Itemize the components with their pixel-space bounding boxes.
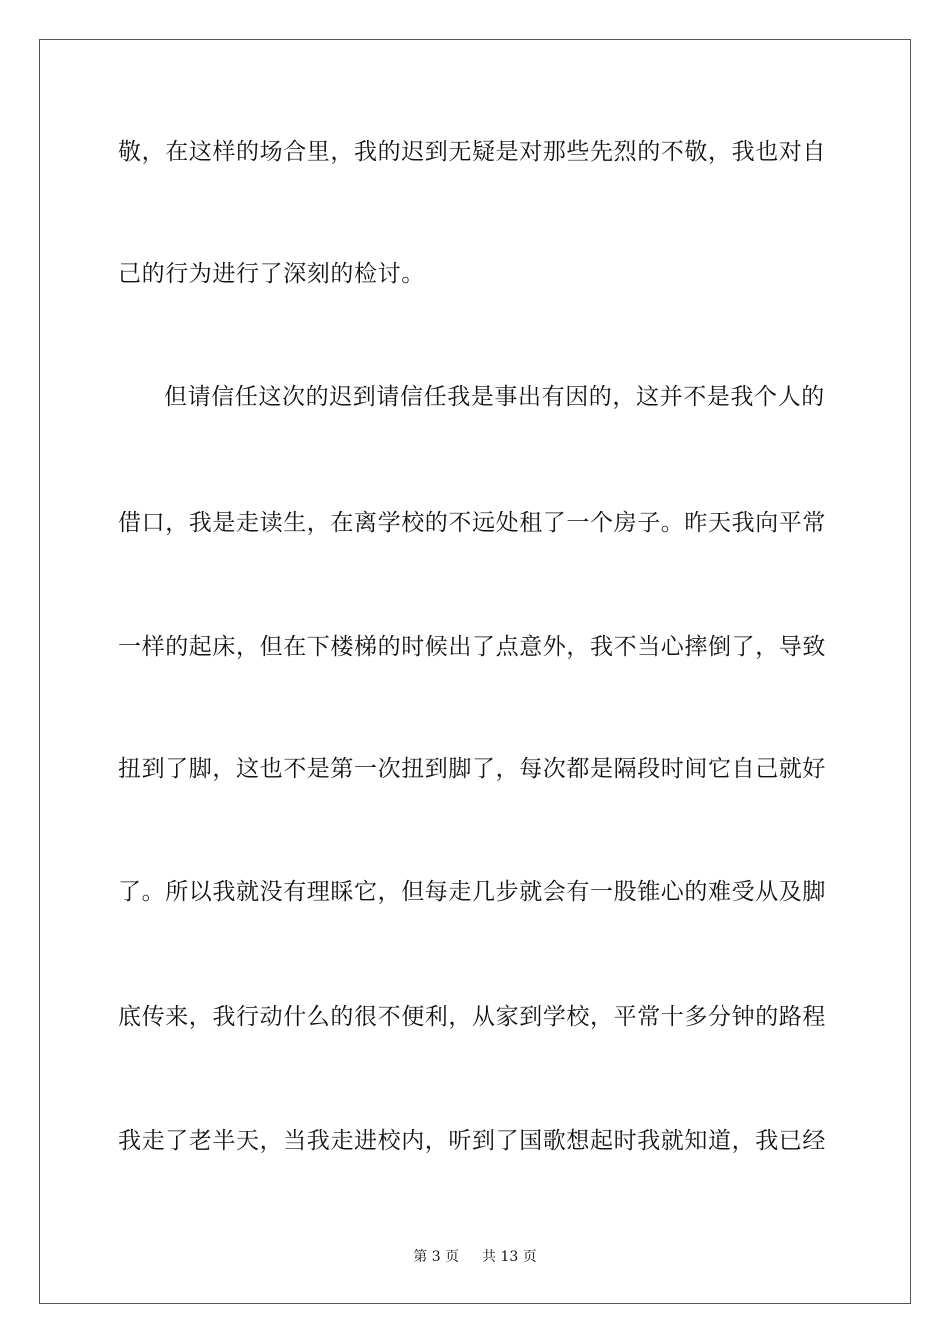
text-line-2: 己的行为进行了深刻的检讨。 bbox=[118, 261, 425, 287]
text-line-1: 敬，在这样的场合里，我的迟到无疑是对那些先烈的不敬，我也对自 bbox=[118, 139, 826, 165]
page-border bbox=[39, 39, 911, 1304]
page-footer bbox=[0, 1248, 950, 1266]
text-line-7: 了。所以我就没有理睬它，但每走几步就会有一股锥心的难受从及脚 bbox=[118, 879, 826, 905]
text-line-6: 扭到了脚，这也不是第一次扭到脚了，每次都是隔段时间它自己就好 bbox=[118, 756, 826, 782]
total-pages: 共 13 页 bbox=[482, 1249, 537, 1265]
text-line-5: 一样的起床，但在下楼梯的时候出了点意外，我不当心摔倒了，导致 bbox=[118, 634, 826, 660]
text-line-4: 借口，我是走读生，在离学校的不远处租了一个房子。昨天我向平常 bbox=[118, 510, 826, 536]
text-line-9: 我走了老半天，当我走进校内，听到了国歌想起时我就知道，我已经 bbox=[118, 1128, 826, 1154]
text-line-8: 底传来，我行动什么的很不便利，从家到学校，平常十多分钟的路程 bbox=[118, 1004, 826, 1030]
text-line-3: 但请信任这次的迟到请信任我是事出有因的，这并不是我个人的 bbox=[164, 384, 825, 410]
page-number: 第 3 页 bbox=[413, 1249, 460, 1265]
